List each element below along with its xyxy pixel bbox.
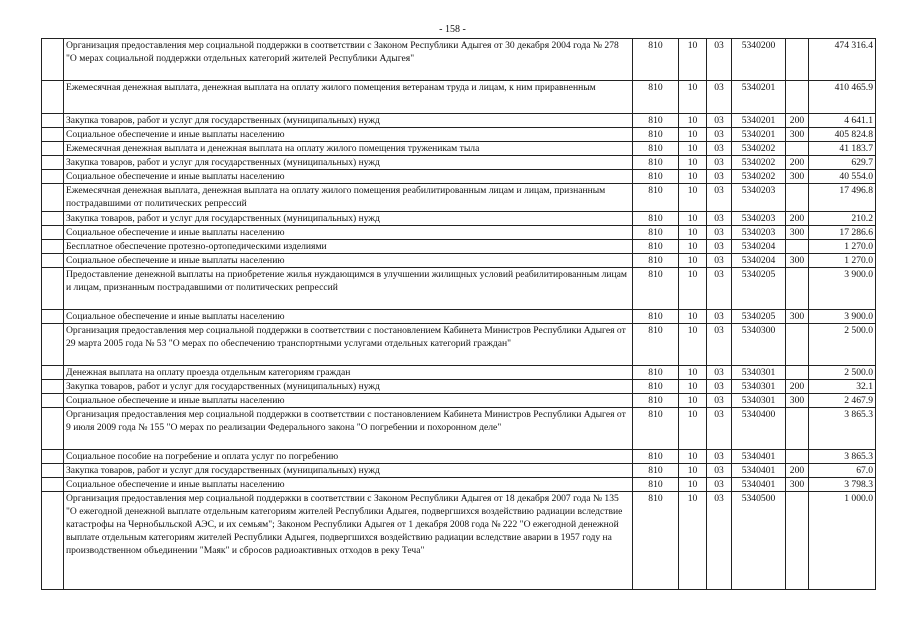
cell-section-code: 10	[679, 324, 707, 366]
cell-amount: 474 316.4	[809, 39, 876, 81]
cell-target-article: 5340201	[732, 128, 786, 142]
cell-blank	[42, 128, 64, 142]
cell-subsection-code: 03	[707, 226, 732, 240]
cell-section-code: 10	[679, 212, 707, 226]
cell-name: Денежная выплата на оплату проезда отдельным категориям граждан	[64, 366, 633, 380]
table-row	[42, 142, 876, 156]
cell-name: Социальное обеспечение и иные выплаты населению	[64, 226, 633, 240]
table-row	[42, 156, 876, 170]
table-row	[42, 408, 876, 450]
cell-ministry-code: 810	[633, 394, 679, 408]
cell-subsection-code: 03	[707, 156, 732, 170]
cell-subsection-code: 03	[707, 212, 732, 226]
cell-blank	[42, 156, 64, 170]
cell-amount: 40 554.0	[809, 170, 876, 184]
cell-ministry-code: 810	[633, 464, 679, 478]
cell-section-code: 10	[679, 142, 707, 156]
cell-expense-type	[786, 184, 809, 212]
cell-section-code: 10	[679, 39, 707, 81]
cell-blank	[42, 450, 64, 464]
cell-subsection-code: 03	[707, 254, 732, 268]
cell-target-article: 5340204	[732, 254, 786, 268]
cell-blank	[42, 492, 64, 590]
cell-blank	[42, 464, 64, 478]
cell-blank	[42, 81, 64, 114]
cell-name: Социальное обеспечение и иные выплаты населению	[64, 128, 633, 142]
cell-blank	[42, 268, 64, 310]
cell-amount: 3 865.3	[809, 408, 876, 450]
cell-expense-type: 300	[786, 394, 809, 408]
table-row	[42, 450, 876, 464]
cell-subsection-code: 03	[707, 394, 732, 408]
cell-blank	[42, 142, 64, 156]
cell-amount: 3 865.3	[809, 450, 876, 464]
cell-name: Закупка товаров, работ и услуг для государственных (муниципальных) нужд	[64, 380, 633, 394]
cell-subsection-code: 03	[707, 324, 732, 366]
cell-expense-type	[786, 324, 809, 366]
cell-section-code: 10	[679, 408, 707, 450]
cell-blank	[42, 408, 64, 450]
cell-target-article: 5340201	[732, 114, 786, 128]
cell-ministry-code: 810	[633, 240, 679, 254]
table-row	[42, 184, 876, 212]
cell-amount: 629.7	[809, 156, 876, 170]
cell-amount: 2 467.9	[809, 394, 876, 408]
cell-blank	[42, 184, 64, 212]
cell-subsection-code: 03	[707, 39, 732, 81]
cell-ministry-code: 810	[633, 254, 679, 268]
cell-target-article: 5340301	[732, 380, 786, 394]
table-row	[42, 240, 876, 254]
cell-name: Ежемесячная денежная выплата, денежная выплата на оплату жилого помещения ветеранам труда и лицам, к ним приравненным	[64, 81, 633, 114]
cell-target-article: 5340201	[732, 81, 786, 114]
cell-expense-type	[786, 366, 809, 380]
cell-name: Закупка товаров, работ и услуг для государственных (муниципальных) нужд	[64, 212, 633, 226]
table-row	[42, 81, 876, 114]
cell-subsection-code: 03	[707, 128, 732, 142]
cell-subsection-code: 03	[707, 184, 732, 212]
cell-target-article: 5340401	[732, 464, 786, 478]
cell-amount: 4 641.1	[809, 114, 876, 128]
cell-target-article: 5340300	[732, 324, 786, 366]
cell-expense-type: 200	[786, 156, 809, 170]
page-number: - 158 -	[439, 24, 466, 35]
cell-section-code: 10	[679, 254, 707, 268]
cell-ministry-code: 810	[633, 366, 679, 380]
cell-subsection-code: 03	[707, 81, 732, 114]
cell-name: Ежемесячная денежная выплата и денежная выплата на оплату жилого помещения труженикам тыла	[64, 142, 633, 156]
cell-target-article: 5340500	[732, 492, 786, 590]
cell-ministry-code: 810	[633, 310, 679, 324]
cell-expense-type	[786, 240, 809, 254]
table-row	[42, 492, 876, 590]
table-row	[42, 380, 876, 394]
cell-section-code: 10	[679, 128, 707, 142]
cell-expense-type	[786, 450, 809, 464]
cell-target-article: 5340205	[732, 268, 786, 310]
cell-ministry-code: 810	[633, 212, 679, 226]
cell-section-code: 10	[679, 478, 707, 492]
cell-name: Предоставление денежной выплаты на приобретение жилья нуждающимся в улучшении жилищных условий реабилитированным лицам и лицам, признанным пострадавшими от политических репрессий	[64, 268, 633, 310]
cell-amount: 1 270.0	[809, 254, 876, 268]
cell-section-code: 10	[679, 310, 707, 324]
cell-subsection-code: 03	[707, 310, 732, 324]
cell-amount: 3 798.3	[809, 478, 876, 492]
cell-expense-type	[786, 142, 809, 156]
cell-name: Социальное пособие на погребение и оплата услуг по погребению	[64, 450, 633, 464]
table-row	[42, 39, 876, 81]
cell-ministry-code: 810	[633, 184, 679, 212]
cell-section-code: 10	[679, 268, 707, 310]
cell-subsection-code: 03	[707, 170, 732, 184]
cell-expense-type	[786, 39, 809, 81]
cell-blank	[42, 254, 64, 268]
table-row	[42, 464, 876, 478]
cell-blank	[42, 240, 64, 254]
cell-ministry-code: 810	[633, 268, 679, 310]
cell-target-article: 5340202	[732, 142, 786, 156]
cell-section-code: 10	[679, 184, 707, 212]
cell-section-code: 10	[679, 366, 707, 380]
cell-section-code: 10	[679, 380, 707, 394]
table-row	[42, 128, 876, 142]
cell-expense-type	[786, 81, 809, 114]
cell-expense-type: 200	[786, 380, 809, 394]
cell-name: Закупка товаров, работ и услуг для государственных (муниципальных) нужд	[64, 114, 633, 128]
cell-name: Организация предоставления мер социальной поддержки в соответствии с Законом Республики Адыгея от 18 декабря 2007 года № 135 "О ежегодной денежной выплате отдельным категориям жителей Республики Адыгея, подвергшихся воздействию радиации вследствие катастрофы на Чернобыльской АЭС, и их семьям"; Законом Республики Адыгея от 1 декабря 2008 года № 222 "О ежегодной денежной выплате отдельным категориям жителей Республики Адыгея, подвергшихся воздействию радиации вследствие аварии в 1957 году на производственном объединении "Маяк" и сбросов радиоактивных отходов в реку Теча"	[64, 492, 633, 590]
cell-ministry-code: 810	[633, 114, 679, 128]
cell-subsection-code: 03	[707, 114, 732, 128]
cell-name: Закупка товаров, работ и услуг для государственных (муниципальных) нужд	[64, 156, 633, 170]
table-row	[42, 394, 876, 408]
cell-amount: 17 496.8	[809, 184, 876, 212]
cell-name: Организация предоставления мер социальной поддержки в соответствии с постановлением Кабинета Министров Республики Адыгея от 9 июля 2009 года № 155 "О мерах по реализации Федерального закона "О погребении и похоронном деле"	[64, 408, 633, 450]
cell-name: Социальное обеспечение и иные выплаты населению	[64, 394, 633, 408]
cell-section-code: 10	[679, 226, 707, 240]
cell-subsection-code: 03	[707, 450, 732, 464]
cell-target-article: 5340401	[732, 478, 786, 492]
cell-name: Организация предоставления мер социальной поддержки в соответствии с постановлением Кабинета Министров Республики Адыгея от 29 марта 2005 года № 53 "О мерах по обеспечению транспортными услугами отдельных категорий граждан"	[64, 324, 633, 366]
cell-target-article: 5340301	[732, 366, 786, 380]
cell-ministry-code: 810	[633, 128, 679, 142]
cell-target-article: 5340200	[732, 39, 786, 81]
cell-blank	[42, 478, 64, 492]
cell-ministry-code: 810	[633, 81, 679, 114]
cell-target-article: 5340401	[732, 450, 786, 464]
cell-subsection-code: 03	[707, 408, 732, 450]
cell-section-code: 10	[679, 394, 707, 408]
table-row	[42, 366, 876, 380]
cell-amount: 2 500.0	[809, 366, 876, 380]
cell-blank	[42, 226, 64, 240]
table-row	[42, 324, 876, 366]
cell-expense-type: 300	[786, 170, 809, 184]
cell-subsection-code: 03	[707, 366, 732, 380]
cell-name: Ежемесячная денежная выплата, денежная выплата на оплату жилого помещения реабилитированным лицам и лицам, признанным пострадавшими от политических репрессий	[64, 184, 633, 212]
cell-blank	[42, 114, 64, 128]
cell-ministry-code: 810	[633, 142, 679, 156]
cell-section-code: 10	[679, 170, 707, 184]
cell-subsection-code: 03	[707, 464, 732, 478]
cell-expense-type: 300	[786, 128, 809, 142]
cell-amount: 41 183.7	[809, 142, 876, 156]
table-row	[42, 254, 876, 268]
table-row	[42, 114, 876, 128]
cell-subsection-code: 03	[707, 240, 732, 254]
budget-table	[41, 38, 876, 590]
table-row	[42, 212, 876, 226]
cell-amount: 1 000.0	[809, 492, 876, 590]
cell-section-code: 10	[679, 240, 707, 254]
cell-amount: 1 270.0	[809, 240, 876, 254]
cell-blank	[42, 324, 64, 366]
cell-name: Бесплатное обеспечение протезно-ортопедическими изделиями	[64, 240, 633, 254]
table-row	[42, 170, 876, 184]
cell-target-article: 5340202	[732, 170, 786, 184]
cell-section-code: 10	[679, 492, 707, 590]
cell-target-article: 5340204	[732, 240, 786, 254]
cell-target-article: 5340301	[732, 394, 786, 408]
cell-blank	[42, 380, 64, 394]
cell-amount: 410 465.9	[809, 81, 876, 114]
cell-ministry-code: 810	[633, 226, 679, 240]
cell-name: Социальное обеспечение и иные выплаты населению	[64, 170, 633, 184]
cell-amount: 67.0	[809, 464, 876, 478]
cell-expense-type: 300	[786, 226, 809, 240]
cell-target-article: 5340203	[732, 184, 786, 212]
cell-expense-type	[786, 268, 809, 310]
cell-ministry-code: 810	[633, 156, 679, 170]
cell-amount: 32.1	[809, 380, 876, 394]
cell-section-code: 10	[679, 81, 707, 114]
table-row	[42, 268, 876, 310]
cell-expense-type: 300	[786, 310, 809, 324]
cell-blank	[42, 394, 64, 408]
cell-blank	[42, 212, 64, 226]
cell-ministry-code: 810	[633, 380, 679, 394]
cell-subsection-code: 03	[707, 142, 732, 156]
cell-section-code: 10	[679, 450, 707, 464]
cell-name: Закупка товаров, работ и услуг для государственных (муниципальных) нужд	[64, 464, 633, 478]
cell-subsection-code: 03	[707, 478, 732, 492]
cell-target-article: 5340202	[732, 156, 786, 170]
cell-section-code: 10	[679, 156, 707, 170]
cell-name: Социальное обеспечение и иные выплаты населению	[64, 254, 633, 268]
cell-ministry-code: 810	[633, 408, 679, 450]
cell-target-article: 5340205	[732, 310, 786, 324]
cell-subsection-code: 03	[707, 492, 732, 590]
table-body	[42, 39, 876, 590]
cell-target-article: 5340400	[732, 408, 786, 450]
cell-expense-type: 300	[786, 254, 809, 268]
cell-expense-type	[786, 408, 809, 450]
cell-expense-type: 300	[786, 478, 809, 492]
table-row	[42, 478, 876, 492]
table-row	[42, 310, 876, 324]
cell-target-article: 5340203	[732, 226, 786, 240]
cell-amount: 17 286.6	[809, 226, 876, 240]
cell-blank	[42, 39, 64, 81]
cell-expense-type: 200	[786, 114, 809, 128]
cell-ministry-code: 810	[633, 478, 679, 492]
cell-expense-type: 200	[786, 464, 809, 478]
cell-name: Социальное обеспечение и иные выплаты населению	[64, 478, 633, 492]
cell-amount: 405 824.8	[809, 128, 876, 142]
cell-expense-type: 200	[786, 212, 809, 226]
cell-section-code: 10	[679, 464, 707, 478]
cell-blank	[42, 170, 64, 184]
cell-target-article: 5340203	[732, 212, 786, 226]
cell-ministry-code: 810	[633, 39, 679, 81]
cell-section-code: 10	[679, 114, 707, 128]
cell-blank	[42, 366, 64, 380]
cell-amount: 210.2	[809, 212, 876, 226]
cell-amount: 3 900.0	[809, 310, 876, 324]
cell-name: Социальное обеспечение и иные выплаты населению	[64, 310, 633, 324]
cell-name: Организация предоставления мер социальной поддержки в соответствии с Законом Республики Адыгея от 30 декабря 2004 года № 278 "О мерах социальной поддержки отдельных категорий жителей Республики Адыгея"	[64, 39, 633, 81]
table-row	[42, 226, 876, 240]
cell-expense-type	[786, 492, 809, 590]
cell-amount: 2 500.0	[809, 324, 876, 366]
cell-subsection-code: 03	[707, 380, 732, 394]
cell-ministry-code: 810	[633, 324, 679, 366]
cell-ministry-code: 810	[633, 492, 679, 590]
cell-amount: 3 900.0	[809, 268, 876, 310]
cell-ministry-code: 810	[633, 170, 679, 184]
cell-subsection-code: 03	[707, 268, 732, 310]
cell-blank	[42, 310, 64, 324]
cell-ministry-code: 810	[633, 450, 679, 464]
